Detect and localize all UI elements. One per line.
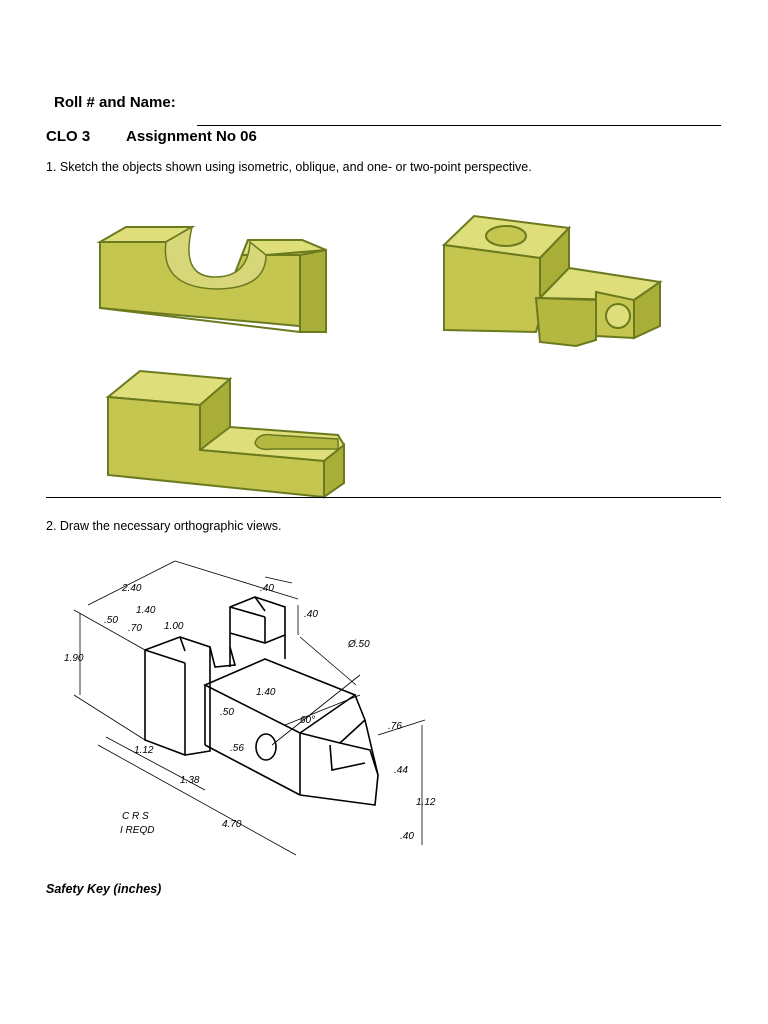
section-divider	[46, 497, 721, 498]
dim-label: Ø.50	[348, 639, 370, 650]
dim-label: 1.40	[136, 605, 156, 616]
dim-label: .40	[304, 609, 318, 620]
figure-caption: Safety Key (inches)	[46, 882, 162, 896]
question-1-text: 1. Sketch the objects shown using isometric, oblique, and one- or two-point perspective.	[46, 160, 532, 174]
dim-label: 1.12	[416, 797, 436, 808]
dim-label: .40	[400, 831, 414, 842]
dim-label: .56	[230, 743, 244, 754]
dim-label: .50	[104, 615, 118, 626]
assignment-title: Assignment No 06	[126, 128, 257, 145]
dim-label: 1.00	[164, 621, 184, 632]
dim-label: .76	[388, 721, 402, 732]
dim-label: .50	[220, 707, 234, 718]
note-material: C R S	[122, 811, 149, 822]
roll-name-label: Roll # and Name:	[54, 94, 176, 111]
dim-label: 1.12	[134, 745, 154, 756]
dim-label: 2.40	[122, 583, 142, 594]
dim-label: .44	[394, 765, 408, 776]
dim-label: 1.90	[64, 653, 84, 664]
dim-label: .40	[260, 583, 274, 594]
dim-label: 1.38	[180, 775, 200, 786]
clo-label: CLO 3	[46, 128, 91, 145]
object-block-slotted-arm	[100, 365, 350, 505]
dim-label: 1.40	[256, 687, 276, 698]
object-block-with-holes	[436, 208, 666, 353]
question-2-text: 2. Draw the necessary orthographic views.	[46, 519, 282, 533]
dim-label: .70	[128, 623, 142, 634]
dim-label: 4.70	[222, 819, 242, 830]
safety-key-technical-drawing	[60, 555, 440, 865]
name-entry-line	[197, 125, 721, 126]
object-block-semicircle-cut	[90, 215, 340, 340]
note-quantity: I REQD	[120, 825, 155, 836]
dim-label: 60°	[300, 715, 316, 726]
